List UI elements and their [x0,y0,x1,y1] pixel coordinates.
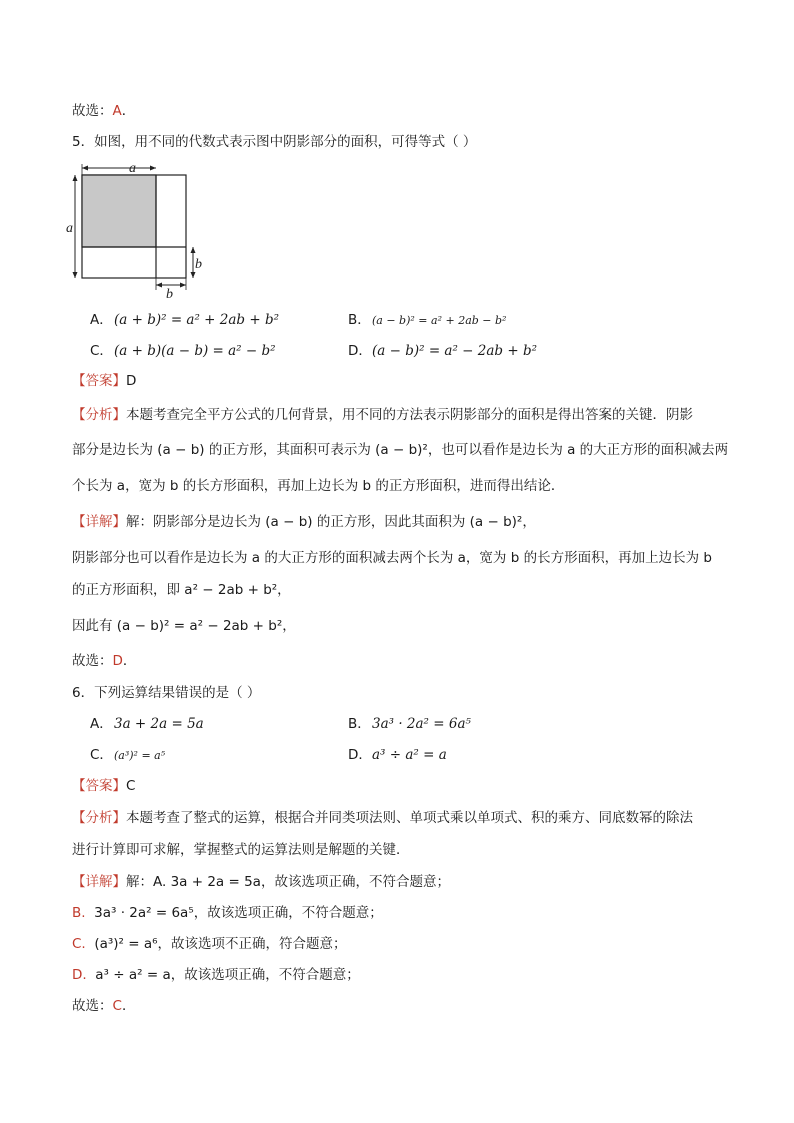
q6-detail-line-4: D. a³ ÷ a² = a，故该选项正确，不符合题意； [72,967,360,983]
q6-option-c: C．(a³)² = a⁵ [90,747,166,763]
q5-detail-line-4: 因此有 (a − b)² = a² − 2ab + b²， [72,618,296,634]
label-right-b: b [195,257,202,272]
q5-option-c: C．(a + b)(a − b) = a² − b² [90,343,276,359]
q5-option-b: B．(a − b)² = a² + 2ab − b² [348,312,507,328]
label-bottom-b: b [166,287,173,302]
q6-option-a: A．3a + 2a = 5a [90,716,204,732]
q5-analysis-line-3: 个长为 a，宽为 b 的长方形面积，再加上边长为 b 的正方形面积，进而得出结论． [72,478,565,494]
q6-option-d: D．a³ ÷ a² = a [348,747,447,763]
q6-answer: 【答案】C [72,778,136,794]
q5-analysis-line-2: 部分是边长为 (a − b) 的正方形，其面积可表示为 (a − b)²，也可以看作是边长为 a 的大正方形的面积减去两 [72,442,729,458]
q6-option-b: B．3a³ · 2a² = 6a⁵ [348,716,471,732]
q6-detail-line-3: C. (a³)² = a⁶，故该选项不正确，符合题意； [72,936,347,952]
q5-option-a: A．(a + b)² = a² + 2ab + b² [90,312,280,328]
label-left-a: a [66,221,73,236]
q5-detail-line-3: 的正方形面积，即 a² − 2ab + b²， [72,582,291,598]
q5-final-answer: 故选：D． [72,653,137,669]
q5-answer: 【答案】D [72,373,137,389]
q5-detail-line-2: 阴影部分也可以看作是边长为 a 的大正方形的面积减去两个长为 a，宽为 b 的长方形面积，再加上边长为 b [72,550,712,566]
shaded-square [82,175,156,247]
q6-analysis-line-1: 【分析】本题考查了整式的运算，根据合并同类项法则、单项式乘以单项式、积的乘方、同底数幂的除法 [72,810,693,826]
q5-geometry-figure [66,160,202,302]
q4-final-answer: 故选：A． [72,103,136,119]
q6-detail-line-2: B. 3a³ · 2a² = 6a⁵，故该选项正确，不符合题意； [72,905,383,921]
label-top-a: a [129,161,136,176]
q5-stem: 5．如图，用不同的代数式表示图中阴影部分的面积，可得等式（ ） [72,134,477,150]
q5-option-d: D．(a − b)² = a² − 2ab + b² [348,343,538,359]
q6-detail-line-1: 【详解】解：A. 3a + 2a = 5a，故该选项正确，不符合题意； [72,874,450,890]
q6-analysis-line-2: 进行计算即可求解，掌握整式的运算法则是解题的关键． [72,842,410,858]
q6-stem: 6．下列运算结果错误的是（ ） [72,685,261,701]
q5-detail-line-1: 【详解】解：阴影部分是边长为 (a − b) 的正方形，因此其面积为 (a − b)²， [72,514,536,530]
q5-analysis-line-1: 【分析】本题考查完全平方公式的几何背景，用不同的方法表示阴影部分的面积是得出答案的关键．阴影 [72,407,693,423]
q6-final-answer: 故选：C． [72,998,136,1014]
